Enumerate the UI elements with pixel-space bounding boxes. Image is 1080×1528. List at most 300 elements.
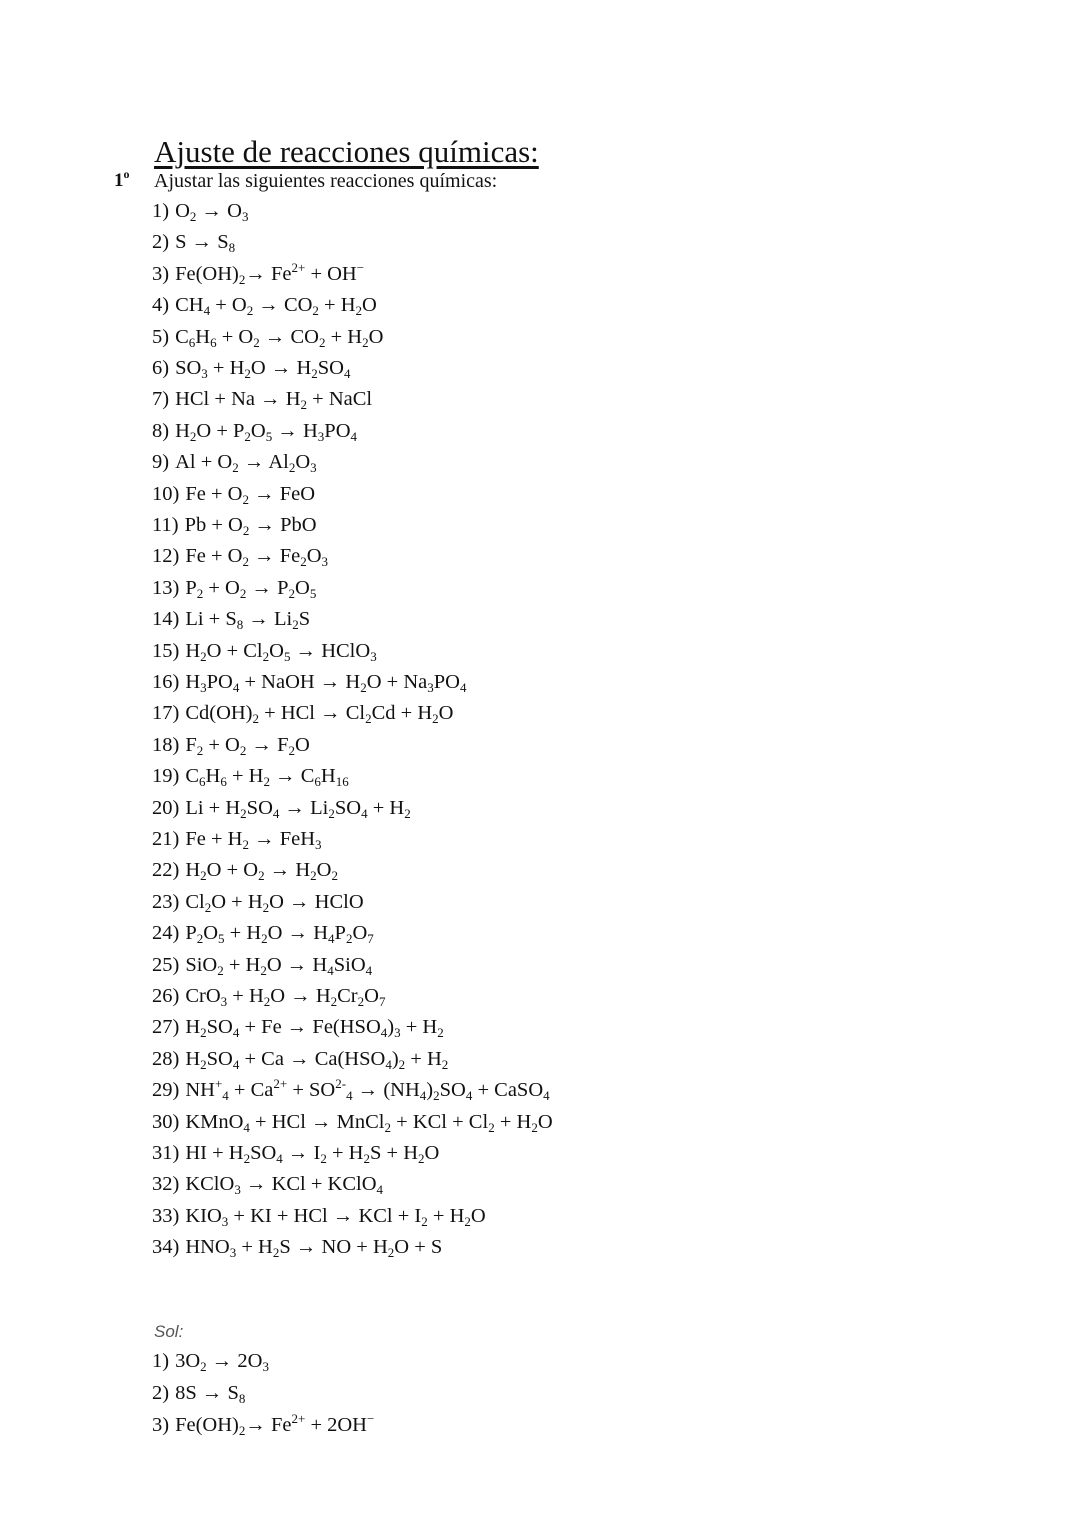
reaction-item [152,855,338,885]
question-instruction: Ajustar las siguientes reacciones químicas: [154,170,498,192]
subscript: 2 [217,962,224,978]
solution-item-number: 2) [152,1382,170,1404]
subscript: 7 [367,931,374,947]
subscript: 4 [346,1088,353,1104]
subscript: 2 [253,334,260,350]
formula-text: + H [405,1047,442,1070]
subscript: 4 [543,1088,550,1104]
formula-text: KIO [185,1204,222,1227]
subscript: 4 [276,1151,283,1166]
subscript: 5 [265,428,273,444]
formula-text: → C [269,765,315,788]
reaction-item [152,918,374,948]
reaction-item-number: 29) [152,1079,180,1102]
subscript: 6 [220,774,227,790]
formula-text: → HClO [290,639,371,662]
reaction-item-number: 20) [152,796,180,819]
reaction-item [152,573,316,603]
subscript: 4 [328,931,335,947]
subscript: 2 [330,994,338,1009]
subscript: 2 [243,1151,251,1166]
reaction-item-number: 25) [152,953,180,976]
solutions-label: Sol: [154,1322,184,1341]
reaction-item-equation [185,1048,448,1070]
formula-text: O [470,1204,486,1227]
subscript: 4 [344,366,351,381]
subscript: 6 [188,334,196,350]
reaction-item-equation [185,1111,552,1133]
formula-text: Li + S [185,608,237,631]
subscript: 2 [362,334,369,350]
formula-text: H [185,859,201,882]
formula-text: SO [206,1016,233,1039]
reaction-item [152,259,364,289]
subscript: 3 [315,837,322,852]
subscript: 2 [240,805,247,821]
formula-text: O [362,294,377,317]
subscript: 4 [385,1056,392,1072]
formula-text: + O [216,325,254,348]
reaction-item-equation [185,891,363,913]
subscript: 4 [232,1025,240,1041]
question-number-value: 1 [114,170,124,191]
subscript: 4 [222,1088,229,1104]
subscript: 4 [350,428,358,444]
formula-text: → PbO [249,514,317,536]
formula-text: → Li [243,608,293,631]
formula-text: + Ca → Ca(HSO [239,1047,386,1070]
subscript: 3 [241,209,249,224]
subscript: 2 [239,742,247,758]
subscript: 2 [189,209,197,224]
reaction-item-number: 14) [152,608,180,631]
subscript: 3 [262,1359,269,1374]
formula-text: PO [433,671,460,693]
formula-text: Cd(OH) [185,702,253,725]
subscript: 4 [232,680,240,695]
formula-text: + H [226,765,264,788]
formula-text: + 2OH [305,1414,367,1436]
reaction-item-equation [175,388,373,413]
subscript: 2 [292,617,299,633]
formula-text: O + H [211,890,263,913]
question-number [114,167,130,192]
subscript: 4 [243,1119,250,1135]
reaction-item-number: 8) [152,419,170,442]
formula-text: → Li [279,796,329,819]
reaction-item-number: 13) [152,576,180,599]
reaction-item [152,1201,486,1231]
formula-text: O [364,985,379,1007]
formula-text: + KI + HCl → KCl + I [228,1204,422,1227]
reaction-item-equation [185,797,410,819]
subscript: 2 [387,1245,395,1261]
formula-text: SO [439,1079,466,1102]
subscript: 2 [357,994,365,1009]
formula-text: → Fe [245,1414,292,1436]
formula-text: SO [317,357,344,379]
reaction-item-number: 7) [152,388,170,411]
subscript: 2 [200,648,207,664]
subscript: 2 [421,1213,428,1229]
formula-text: P [334,922,346,945]
formula-text: + H [236,1236,273,1259]
formula-text: HCl + Na → H [175,388,301,411]
formula-text: + Fe → Fe(HSO [239,1016,381,1039]
reaction-item [152,604,310,634]
formula-text: ) [426,1079,434,1102]
formula-text: Fe + H [185,828,243,850]
formula-text: PO [206,671,233,693]
subscript: 2 [418,1151,425,1166]
reaction-item-equation [185,828,321,850]
subscript: 2 [242,491,249,507]
formula-text: → H [264,859,311,882]
subscript: 2 [258,868,265,884]
reaction-item [152,1232,442,1262]
reaction-item-equation [175,326,383,348]
reaction-item-number: 30) [152,1110,180,1133]
subscript: 2 [196,931,204,947]
subscript: 2 [242,837,249,852]
reaction-item [152,636,377,666]
formula-text: Cr [337,985,358,1007]
reaction-item-equation [185,1076,550,1104]
formula-text: F [185,733,197,756]
subscript: 4 [203,303,211,319]
subscript: 2 [433,1088,440,1104]
reaction-item-equation [185,1142,439,1164]
subscript: 2 [260,962,267,978]
formula-text: + HCl → Cl [259,702,366,725]
subscript: 3 [317,428,325,444]
subscript: 2 [365,711,372,727]
formula-text: Fe(OH) [175,1414,239,1436]
subscript: 2 [261,931,268,947]
subscript: 2 [272,1245,280,1261]
question-ordinal: o [123,167,130,181]
reaction-item-number: 22) [152,859,180,882]
formula-text: S → NO + H [279,1236,388,1259]
reaction-item-equation [185,1016,444,1041]
formula-text: + H [326,1142,364,1164]
subscript: 2 [464,1213,471,1229]
reaction-item [152,887,364,917]
subscript: 2 [196,585,204,601]
reaction-item [152,761,349,791]
formula-text: + O [210,294,247,317]
formula-text: SiO [185,953,218,976]
formula-text: SO [250,1142,277,1164]
subscript: 3 [427,680,434,695]
formula-text: H [185,1016,201,1039]
formula-text: Fe(OH) [175,262,239,285]
reaction-item [152,730,310,760]
formula-text: O → H [267,922,329,945]
solution-item-number: 3) [152,1414,170,1436]
subscript: 2 [300,397,308,413]
superscript: − [366,1411,375,1426]
subscript: 2 [432,711,439,727]
reaction-item-equation [185,1173,384,1198]
superscript: 2+ [273,1076,288,1092]
reaction-item-equation [175,294,377,319]
subscript: 3 [370,648,377,664]
reaction-item [152,479,315,509]
formula-text: O [269,639,284,662]
formula-text: O [295,733,310,756]
reaction-item-equation [185,859,338,884]
reaction-item-equation [185,545,329,570]
formula-text: O → HClO [269,890,364,913]
subscript: 2 [441,1056,449,1072]
reaction-item-number: 15) [152,639,180,662]
reaction-item [152,384,372,414]
formula-text: + H [367,796,405,819]
subscript: 3 [201,366,208,381]
formula-text: O [438,702,454,725]
reaction-item-number: 11) [152,514,179,536]
subscript: 4 [365,962,373,978]
formula-text: S + H [370,1142,419,1164]
subscript: 2 [312,303,319,319]
reaction-item [152,447,317,477]
reaction-item-number: 21) [152,828,180,850]
reaction-item [152,290,377,320]
subscript: 3 [234,1182,241,1198]
formula-text: O → H [270,985,331,1007]
reaction-item-equation [185,922,374,947]
subscript: 5 [283,648,291,664]
reaction-item-number: 12) [152,545,180,568]
formula-text: Cd + H [371,702,433,725]
formula-text: Pb + O [184,514,243,536]
reaction-item [152,1107,553,1137]
reaction-item-equation [175,420,357,442]
formula-text: → P [246,576,289,599]
subscript: 4 [376,1182,384,1198]
subscript: 2 [244,428,251,444]
reaction-item-equation [175,357,350,379]
subscript: 2 [238,271,246,287]
reaction-item [152,1044,448,1074]
reaction-item-number: 17) [152,702,180,725]
subscript: 3 [220,994,228,1009]
subscript: 7 [378,994,386,1009]
reaction-item-number: 26) [152,985,180,1007]
formula-text: O + P [196,419,245,442]
formula-text: + NaOH → H [239,671,361,693]
reaction-item-number: 24) [152,922,180,945]
subscript: 2 [244,366,251,381]
subscript: 2 [262,648,270,664]
reaction-item-equation [175,231,236,256]
reaction-item-equation [175,200,248,222]
subscript: 3 [321,554,329,570]
formula-text: → CO [259,325,319,348]
subscript: 2 [263,774,270,790]
reaction-item [152,322,383,352]
formula-text: + H [318,294,356,317]
formula-text: O [250,419,266,442]
superscript: 2- [335,1076,347,1092]
reaction-item-equation [185,514,317,536]
subscript: 4 [380,1025,388,1041]
formula-text: + Ca [228,1079,274,1102]
reaction-item-equation [185,734,310,756]
reaction-item [152,698,453,728]
subscript: 2 [239,585,247,601]
formula-text: → H [272,419,318,442]
subscript: 4 [419,1088,427,1104]
subscript: 4 [361,805,368,821]
subscript: 4 [272,805,280,821]
solution-item-equation [175,1382,245,1404]
formula-text: → Fe [245,262,292,285]
formula-text: O → H [250,357,312,379]
solution-item-number: 1) [152,1350,170,1372]
formula-text: + O [203,733,240,756]
formula-text: → O [196,200,242,222]
reaction-item [152,793,411,823]
formula-text: O + O [206,859,259,882]
subscript: 4 [327,962,334,978]
subscript: 2 [310,868,317,884]
reaction-item [152,1169,383,1199]
reaction-item-equation [185,985,385,1007]
reaction-item [152,981,385,1011]
subscript: 2 [242,523,250,538]
formula-text: O [295,576,310,599]
subscript: 2 [288,742,296,758]
formula-text: H [185,639,201,662]
reaction-item [152,541,328,571]
reaction-item [152,353,351,383]
reaction-item-number: 28) [152,1047,180,1070]
subscript: 2 [204,899,212,915]
reaction-item [152,227,235,257]
reaction-item-equation [185,765,349,790]
subscript: 6 [199,774,206,790]
reaction-item-number: 33) [152,1204,180,1227]
formula-text: + H [325,325,363,348]
formula-text: Fe + O [185,545,243,568]
subscript: 3 [200,680,207,695]
formula-text: KClO [185,1173,235,1196]
subscript: 2 [345,931,353,947]
formula-text: H [205,765,221,788]
subscript: 16 [335,774,349,790]
formula-text: Fe + O [185,482,243,505]
subscript: 2 [320,1151,327,1166]
subscript: 8 [228,240,236,256]
subscript: 3 [221,1213,229,1229]
subscript: 2 [232,460,239,476]
subscript: 2 [300,554,307,570]
formula-text: + CaSO [472,1079,544,1102]
formula-text: O [424,1142,440,1164]
formula-text: Cl [185,890,205,913]
subscript: 2 [311,366,318,381]
formula-text: O + S [394,1236,443,1259]
formula-text: C [175,325,189,348]
reaction-item-number: 23) [152,890,180,913]
superscript: − [356,259,365,275]
subscript: 2 [200,1056,207,1072]
subscript: 2 [288,460,296,476]
formula-text: HI + H [185,1142,244,1164]
formula-text: + SO [287,1079,336,1102]
subscript: 4 [232,1056,240,1072]
formula-text: O + Cl [206,639,263,662]
reaction-item-number: 34) [152,1236,180,1259]
formula-text: SO [334,796,362,819]
formula-text: H [175,419,190,442]
formula-text: → CO [253,294,313,317]
formula-text: HNO [185,1236,230,1259]
subscript: 2 [200,1359,207,1374]
reaction-item-number: 4) [152,294,170,317]
subscript: 6 [210,334,217,350]
subscript: 2 [404,805,411,821]
superscript: 2+ [291,1411,306,1426]
reaction-item [152,1075,550,1105]
reaction-item-equation [175,451,317,476]
reaction-item-number: 19) [152,765,180,788]
formula-text: CrO [185,985,221,1007]
solution-item [152,1378,245,1408]
subscript: 2 [531,1119,538,1135]
subscript: 2 [246,303,254,319]
subscript: 2 [200,868,207,884]
reaction-item-equation [185,671,466,693]
reaction-item-number: 16) [152,671,180,693]
formula-text: + O [203,576,240,599]
formula-text: + H [427,1204,465,1227]
formula-text: → FeH [248,828,316,850]
formula-text: + H [227,985,264,1007]
subscript: 3 [229,1245,237,1261]
subscript: 3 [394,1025,401,1041]
subscript: 2 [262,899,270,915]
subscript: 6 [314,774,321,790]
reaction-item-equation [185,640,376,662]
subscript: 2 [288,585,296,601]
formula-text: + H [223,953,261,976]
reaction-item-number: 2) [152,231,170,254]
subscript: 2 [196,742,204,758]
reaction-item-number: 6) [152,357,170,379]
formula-text: O → H [266,953,328,976]
subscript: 4 [465,1088,473,1104]
reaction-item-number: 1) [152,200,170,222]
reaction-item-equation [185,608,311,633]
subscript: 2 [384,1119,392,1135]
formula-text: H [195,325,211,348]
formula-text: → FeO [248,482,316,505]
subscript: 3 [310,460,317,476]
reaction-item-equation [185,1236,443,1261]
formula-text: NH [185,1079,215,1102]
reaction-item-number: 18) [152,733,180,756]
reaction-item-number: 5) [152,325,170,348]
reaction-item [152,1138,439,1168]
subscript: 2 [488,1119,495,1135]
reaction-item [152,667,467,697]
page-title: Ajuste de reacciones químicas: [154,134,539,169]
reaction-item-number: 31) [152,1142,180,1164]
reaction-item-number: 32) [152,1173,180,1196]
